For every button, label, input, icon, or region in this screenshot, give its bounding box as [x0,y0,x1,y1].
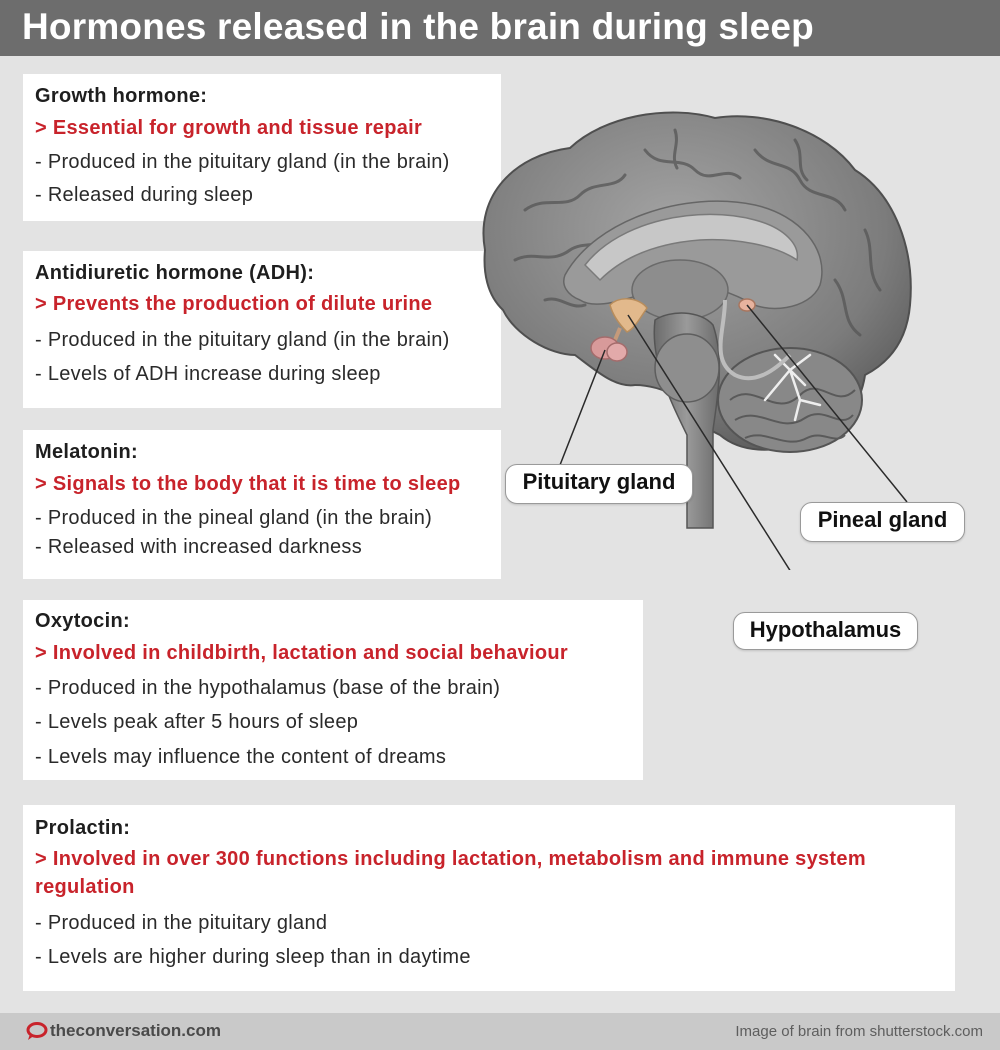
label-pineal-gland: Pineal gland [800,502,965,542]
cerebellum [718,348,862,452]
image-credit: Image of brain from shutterstock.com [735,1023,983,1040]
pons [655,334,719,402]
hormone-detail: - Levels are higher during sleep than in daytime [35,946,471,968]
hormone-detail: - Released with increased darkness [35,536,363,558]
site-name: theconversation.com [50,1021,221,1040]
hormone-card-oxytocin [23,600,643,780]
hormone-key-point: > Involved in over 300 functions including lactation, metabolism and immune system regulation [35,848,866,898]
hormone-detail: - Levels may influence the content of dreams [35,746,447,768]
hormone-name: Prolactin: [35,817,131,839]
hormone-key-point: > Prevents the production of dilute urine [35,293,433,315]
hormone-name: Antidiuretic hormone (ADH): [35,262,315,284]
speech-bubble-logo-icon [26,1021,48,1041]
hormone-key-point: > Involved in childbirth, lactation and social behaviour [35,642,569,664]
thalamus [632,260,728,320]
hormone-card-prolactin [23,805,955,991]
hormone-detail: - Levels of ADH increase during sleep [35,363,381,385]
footer-bar [0,1013,1000,1050]
hormone-key-point: > Signals to the body that it is time to sleep [35,473,461,495]
label-hypothalamus: Hypothalamus [733,612,918,650]
page-title: Hormones released in the brain during sleep [22,6,814,47]
hormone-detail: - Produced in the pituitary gland [35,912,328,934]
hormone-card-melatonin [23,430,501,579]
hormone-detail: - Produced in the pituitary gland (in the brain) [35,151,450,173]
header-bar [0,0,1000,56]
hormone-name: Melatonin: [35,441,138,463]
hormone-detail: - Produced in the pituitary gland (in the brain) [35,329,450,351]
hormone-key-point: > Essential for growth and tissue repair [35,117,423,139]
hormone-detail: - Levels peak after 5 hours of sleep [35,711,359,733]
hormone-card-adh [23,251,501,408]
hormone-name: Growth hormone: [35,85,208,107]
label-pituitary-gland: Pituitary gland [505,464,693,504]
hormone-detail: - Produced in the hypothalamus (base of the brain) [35,677,501,699]
hormone-detail: - Produced in the pineal gland (in the brain) [35,507,433,529]
hormone-name: Oxytocin: [35,610,130,632]
hormone-card-growth [23,74,501,221]
hormone-detail: - Released during sleep [35,184,254,206]
